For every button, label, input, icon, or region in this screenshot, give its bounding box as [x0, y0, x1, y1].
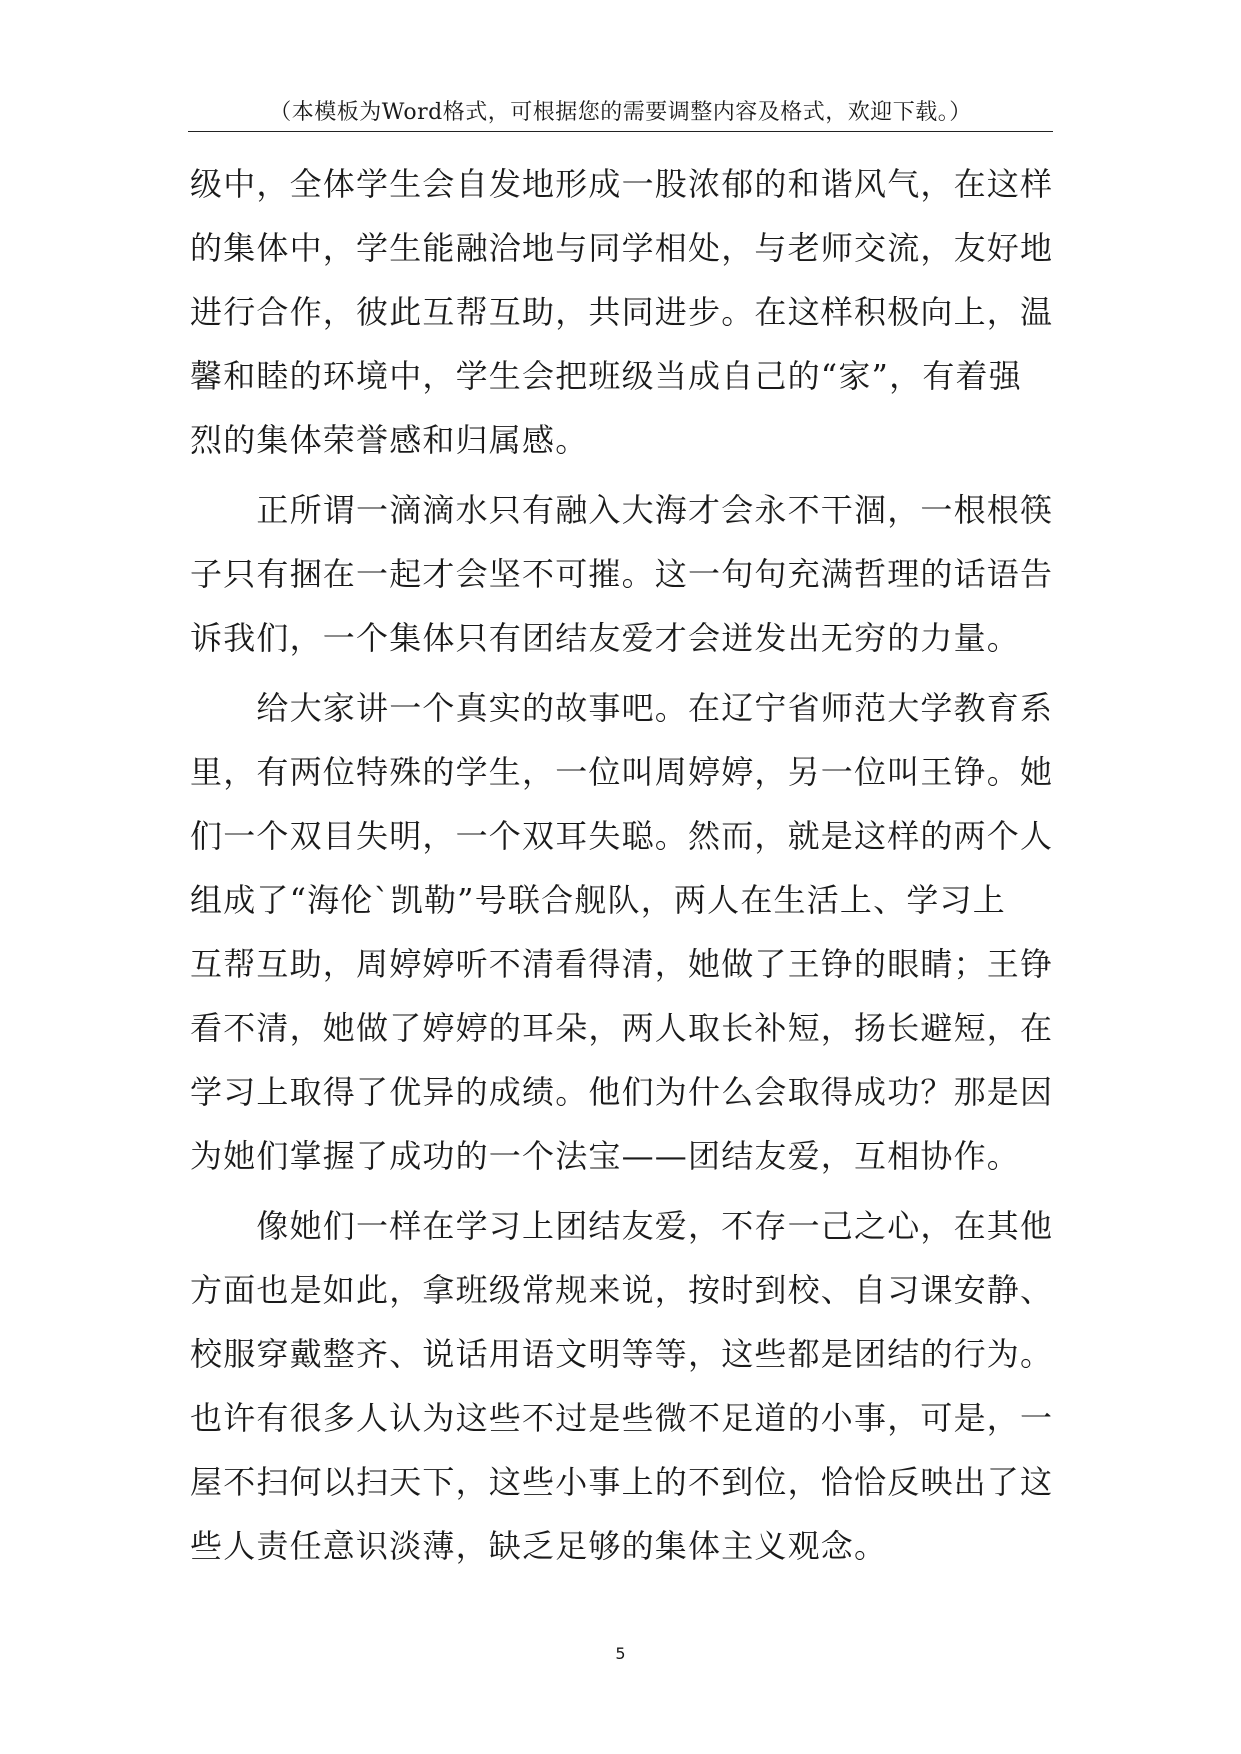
header-note: （本模板为Word格式，可根据您的需要调整内容及格式，欢迎下载。）	[269, 100, 972, 125]
text-line: 正所谓一滴滴水只有融入大海才会永不干涸，一根根筷	[190, 491, 1054, 529]
text-line: 的集体中，学生能融洽地与同学相处，与老师交流，友好地	[190, 229, 1054, 267]
text-line: 些人责任意识淡薄，缺乏足够的集体主义观念。	[190, 1527, 888, 1565]
text-line: 组成了“海伦`凯勒”号联合舰队，两人在生活上、学习上	[190, 881, 1006, 919]
document-body	[190, 152, 1070, 1578]
text-line: 烈的集体荣誉感和归属感。	[190, 421, 589, 459]
text-line: 给大家讲一个真实的故事吧。在辽宁省师范大学教育系	[190, 689, 1054, 727]
text-line: 也许有很多人认为这些不过是些微不足道的小事，可是，一	[190, 1399, 1054, 1437]
text-line: 为她们掌握了成功的一个法宝——团结友爱，互相协作。	[190, 1137, 1021, 1175]
paragraph-2	[190, 478, 1070, 670]
paragraph-3	[190, 676, 1070, 1188]
text-line: 学习上取得了优异的成绩。他们为什么会取得成功？那是因	[190, 1073, 1054, 1111]
text-line: 像她们一样在学习上团结友爱，不存一己之心，在其他	[190, 1207, 1054, 1245]
text-line: 校服穿戴整齐、说话用语文明等等，这些都是团结的行为。	[190, 1335, 1054, 1373]
text-line: 诉我们，一个集体只有团结友爱才会迸发出无穷的力量。	[190, 619, 1021, 657]
paragraph-1	[190, 152, 1070, 472]
text-line: 级中，全体学生会自发地形成一股浓郁的和谐风气，在这样	[190, 165, 1054, 203]
text-line: 进行合作，彼此互帮互助，共同进步。在这样积极向上，温	[190, 293, 1054, 331]
text-line: 馨和睦的环境中，学生会把班级当成自己的“家”，有着强	[190, 357, 1022, 395]
text-line: 方面也是如此，拿班级常规来说，按时到校、自习课安静、	[190, 1271, 1054, 1309]
text-line: 子只有捆在一起才会坚不可摧。这一句句充满哲理的话语告	[190, 555, 1054, 593]
text-line: 互帮互助，周婷婷听不清看得清，她做了王铮的眼睛；王铮	[190, 945, 1054, 983]
text-line: 看不清，她做了婷婷的耳朵，两人取长补短，扬长避短，在	[190, 1009, 1054, 1047]
text-line: 屋不扫何以扫天下，这些小事上的不到位，恰恰反映出了这	[190, 1463, 1054, 1501]
header-divider	[188, 131, 1053, 132]
text-line: 里，有两位特殊的学生，一位叫周婷婷，另一位叫王铮。她	[190, 753, 1054, 791]
paragraph-4	[190, 1194, 1070, 1578]
text-line: 们一个双目失明，一个双耳失聪。然而，就是这样的两个人	[190, 817, 1054, 855]
page-number: 5	[615, 1644, 626, 1663]
